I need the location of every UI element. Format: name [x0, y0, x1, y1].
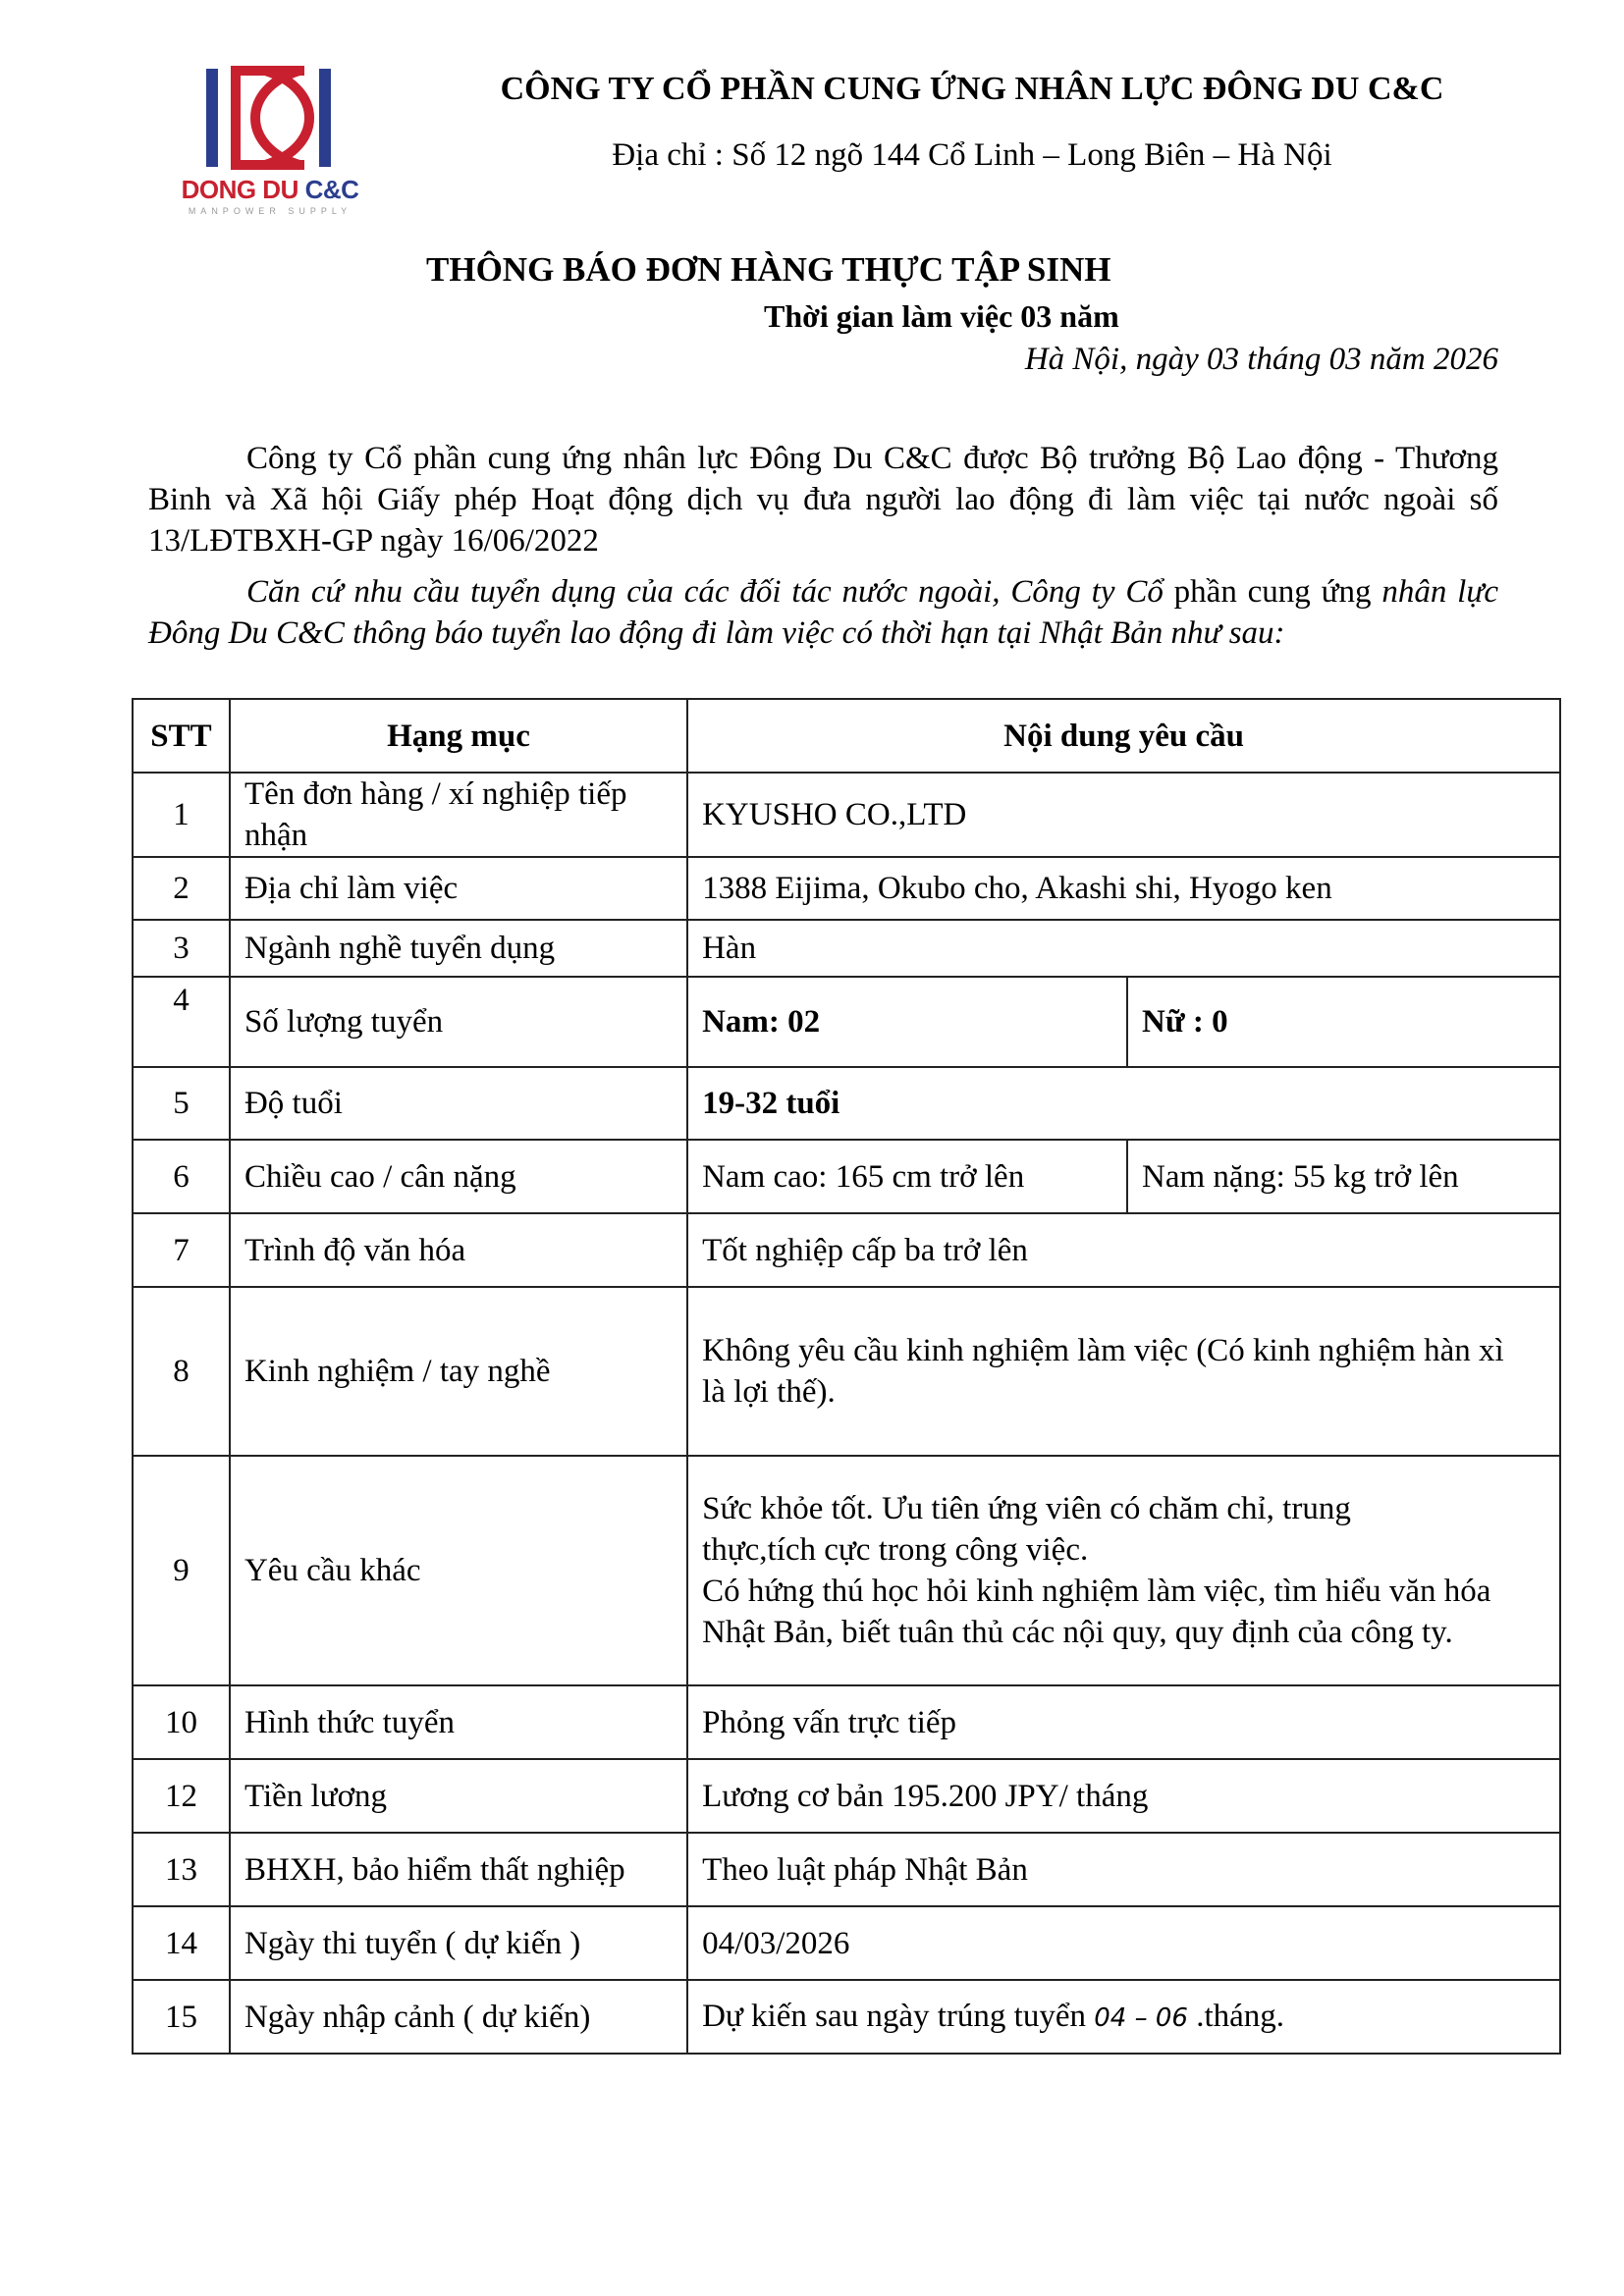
logo-mark-icon — [172, 59, 368, 172]
table-row — [133, 1213, 1560, 1287]
row-stt: 2 — [133, 857, 230, 920]
row-content: Lương cơ bản 195.200 JPY/ tháng — [687, 1759, 1560, 1833]
row-stt: 7 — [133, 1213, 230, 1287]
row-content-part-b: 04 – 06 — [1094, 2002, 1188, 2033]
row-stt: 4 — [133, 977, 230, 1067]
row-stt: 6 — [133, 1140, 230, 1213]
row-stt: 14 — [133, 1906, 230, 1980]
table-row — [133, 1980, 1560, 2054]
table-row — [133, 1067, 1560, 1140]
logo-name-part2: C&C — [304, 175, 359, 204]
row-stt: 15 — [133, 1980, 230, 2054]
logo-name-part1: DONG DU — [181, 175, 298, 204]
row-content-weight: Nam nặng: 55 kg trở lên — [1127, 1140, 1560, 1213]
table-row — [133, 857, 1560, 920]
row-content — [687, 1456, 1560, 1685]
row-content-part-a: Dự kiến sau ngày trúng tuyển — [702, 1998, 1095, 2034]
company-name: CÔNG TY CỔ PHẦN CUNG ỨNG NHÂN LỰC ĐÔNG DU C&C — [500, 71, 1444, 107]
table-row — [133, 977, 1560, 1067]
document-title: THÔNG BÁO ĐƠN HÀNG THỰC TẬP SINH — [426, 250, 1111, 289]
intro-paragraph-2 — [148, 571, 1498, 654]
row-stt: 8 — [133, 1287, 230, 1456]
row-content — [687, 1287, 1560, 1456]
row-content: 04/03/2026 — [687, 1906, 1560, 1980]
header-item: Hạng mục — [230, 699, 687, 773]
company-address: Địa chỉ : Số 12 ngõ 144 Cổ Linh – Long Biên – Hà Nội — [612, 137, 1332, 173]
row-item: Ngày thi tuyển ( dự kiến ) — [230, 1906, 687, 1980]
row-content-part-c: .tháng. — [1187, 1998, 1285, 2034]
row-content-text: Không yêu cầu kinh nghiệm làm việc (Có kinh nghiệm hàn xì là lợi thế). — [702, 1333, 1504, 1410]
row-item: Ngành nghề tuyển dụng — [230, 920, 687, 977]
row-content-male: Nam: 02 — [687, 977, 1127, 1067]
row-stt: 9 — [133, 1456, 230, 1685]
document-subtitle: Thời gian làm việc 03 năm — [764, 298, 1119, 334]
row-content-line-2: Có hứng thú học hỏi kinh nghiệm làm việc, tìm hiểu văn hóa Nhật Bản, biết tuân thủ các nội quy, quy định của công ty. — [702, 1574, 1491, 1650]
logo-wordmark — [172, 175, 368, 205]
intro-paragraph-2-part-c: nhân lực Đông Du C&C thông báo tuyển lao động đi làm việc có thời hạn tại Nhật Bản như sau: — [148, 574, 1498, 651]
table-row — [133, 1685, 1560, 1759]
header-content: Nội dung yêu cầu — [687, 699, 1560, 773]
row-content: Hàn — [687, 920, 1560, 977]
row-item: Trình độ văn hóa — [230, 1213, 687, 1287]
row-content-female: Nữ : 0 — [1127, 977, 1560, 1067]
row-stt: 3 — [133, 920, 230, 977]
row-content — [687, 1980, 1560, 2054]
row-stt: 10 — [133, 1685, 230, 1759]
row-stt: 1 — [133, 773, 230, 857]
intro-paragraph-2-part-a: Căn cứ nhu cầu tuyển dụng của các đối tác nước ngoài, Công ty Cổ — [246, 574, 1174, 610]
row-item: BHXH, bảo hiểm thất nghiệp — [230, 1833, 687, 1906]
row-item: Tên đơn hàng / xí nghiệp tiếp nhận — [230, 773, 687, 857]
row-item: Yêu cầu khác — [230, 1456, 687, 1685]
row-item: Tiền lương — [230, 1759, 687, 1833]
row-content: 19-32 tuổi — [687, 1067, 1560, 1140]
row-content: Phỏng vấn trực tiếp — [687, 1685, 1560, 1759]
row-stt: 12 — [133, 1759, 230, 1833]
table-row — [133, 1906, 1560, 1980]
table-row — [133, 1759, 1560, 1833]
row-item: Chiều cao / cân nặng — [230, 1140, 687, 1213]
row-stt: 13 — [133, 1833, 230, 1906]
table-row — [133, 1456, 1560, 1685]
company-logo — [172, 59, 368, 226]
row-item: Số lượng tuyển — [230, 977, 687, 1067]
intro-paragraph-2-part-b: phần cung ứng — [1173, 574, 1372, 610]
row-item: Hình thức tuyển — [230, 1685, 687, 1759]
table-row — [133, 920, 1560, 977]
row-content: 1388 Eijima, Okubo cho, Akashi shi, Hyogo ken — [687, 857, 1560, 920]
requirements-table — [132, 698, 1561, 2055]
row-content-height: Nam cao: 165 cm trở lên — [687, 1140, 1127, 1213]
header-stt: STT — [133, 699, 230, 773]
logo-bar-right — [319, 69, 331, 167]
row-content: KYUSHO CO.,LTD — [687, 773, 1560, 857]
table-row — [133, 1833, 1560, 1906]
intro-paragraph-1: Công ty Cổ phần cung ứng nhân lực Đông Du C&C được Bộ trưởng Bộ Lao động - Thương Binh và Xã hội Giấy phép Hoạt động dịch vụ đưa người lao động đi làm việc tại nước ngoài số 13/LĐTBXH-GP ngày 16/06/2022 — [148, 441, 1498, 559]
row-content: Tốt nghiệp cấp ba trở lên — [687, 1213, 1560, 1287]
row-item: Kinh nghiệm / tay nghề — [230, 1287, 687, 1456]
table-row — [133, 1140, 1560, 1213]
logo-bar-left — [206, 69, 218, 167]
row-item: Địa chỉ làm việc — [230, 857, 687, 920]
row-item: Độ tuổi — [230, 1067, 687, 1140]
row-content-line-1: Sức khỏe tốt. Ưu tiên ứng viên có chăm chỉ, trung thực,tích cực trong công việc. — [702, 1491, 1351, 1568]
table-row — [133, 1287, 1560, 1456]
row-item: Ngày nhập cảnh ( dự kiến) — [230, 1980, 687, 2054]
table-row — [133, 773, 1560, 857]
row-content: Theo luật pháp Nhật Bản — [687, 1833, 1560, 1906]
logo-tagline: MANPOWER SUPPLY — [188, 206, 352, 216]
dateline: Hà Nội, ngày 03 tháng 03 năm 2026 — [1024, 342, 1498, 377]
table-header-row — [133, 699, 1560, 773]
logo-red-bar — [231, 69, 241, 167]
row-stt: 5 — [133, 1067, 230, 1140]
